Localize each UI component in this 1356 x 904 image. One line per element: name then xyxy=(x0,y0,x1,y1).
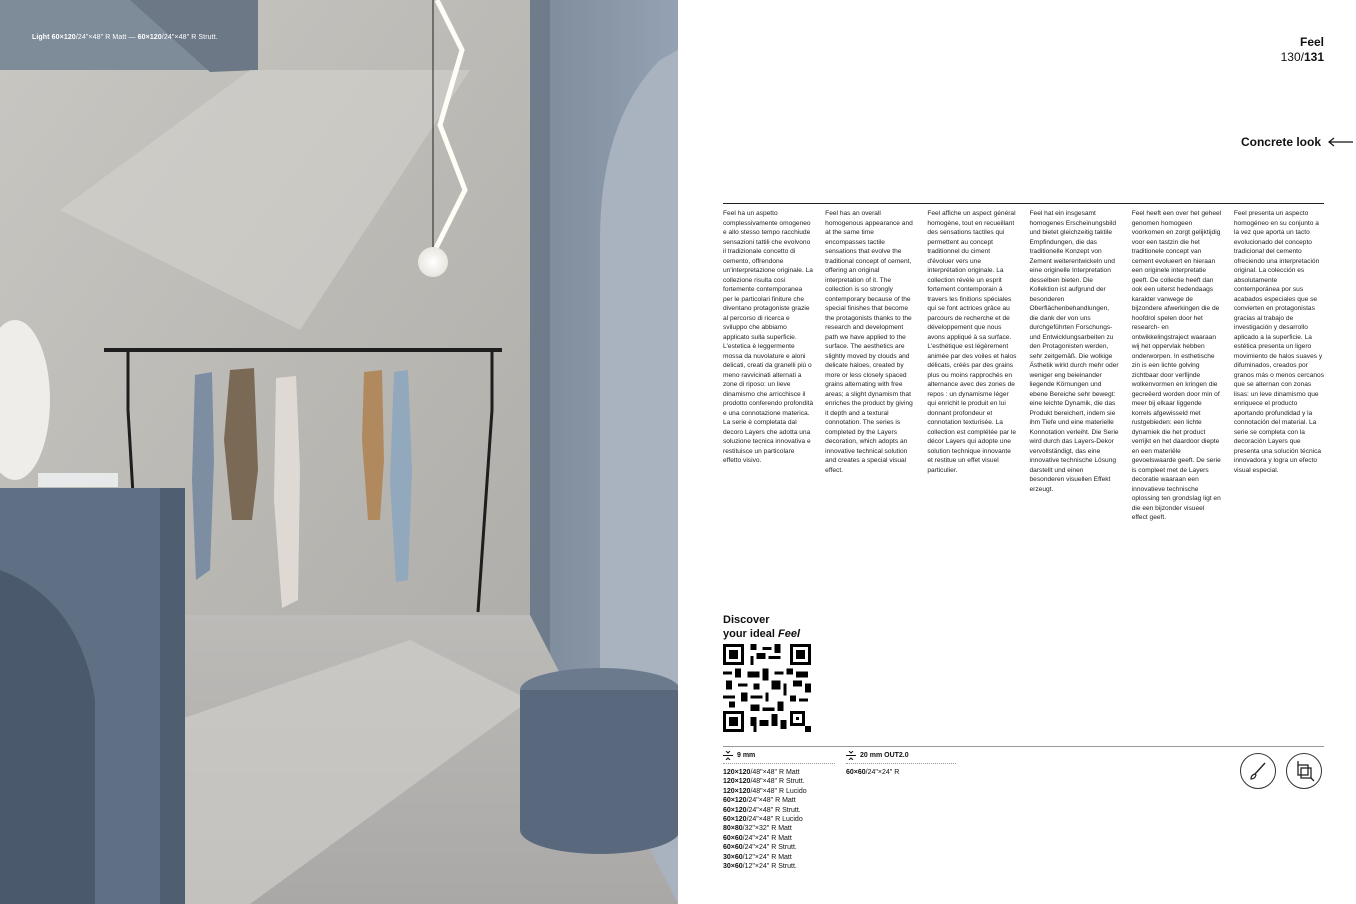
top-divider xyxy=(723,203,1324,204)
caption-finish-2: /24"×48" R Strutt. xyxy=(161,34,218,41)
photo-caption xyxy=(32,34,218,41)
caption-size-2: 60×120 xyxy=(137,34,162,41)
thickness-label: 20 mm OUT2.0 xyxy=(860,752,909,759)
size-row xyxy=(723,843,807,852)
size-row xyxy=(723,796,807,805)
size-row xyxy=(723,787,807,796)
discover-heading xyxy=(723,613,800,641)
description-it: Feel ha un aspetto complessivamente omogeneo e allo stesso tempo racchiude sensazioni tattili che evolvono il tradizionale concetto di cemento, offrendone un'interpretazione originale. La collezione risulta così fortemente contemporanea per le particolari finiture che diventano protagoniste grazie al percorso di ricerca e sviluppo che abbiamo applicato sulla superficie. L'estetica è leggermente mossa da nuvolature e aloni delicati, creati da granelli più o meno ravvicinati alternati a zone di riposo: un lieve dinamismo che arricchisce il prodotto conferendo profondità e una connotazione materica. La serie è completata dal decoro Layers che adotta una soluzione tecnica innovativa e restituisce un particolare effetto visivo. xyxy=(723,210,814,464)
text-page xyxy=(678,0,1356,904)
size-finish: /24"×48" R Lucido xyxy=(746,816,803,824)
size-dim: 120×120 xyxy=(723,778,751,786)
size-row xyxy=(846,768,899,777)
size-finish: /24"×24" R Strutt. xyxy=(742,844,797,852)
description-fr: Feel affiche un aspect général homogène, tout en recueillant des sensations tactiles qui permettent au concept traditionnel du ciment d'évoluer vers une interprétation originale. La collection révèle un esprit fortement contemporain à travers les finitions spéciales qui se font actrices grâce au parcours de recherche et de développement que nous avons appliqué à sa surface. L'esthétique est légèrement animée par des voiles et halos délicats, créés par des grains plus ou moins rapprochés en alternance avec des zones de repos : un dynamisme léger qui enrichit le produit en lui donnant profondeur et connotation texturisée. La collection est complétée par le décor Layers qui adopte une solution technique innovante et restitue un effet visuel particulier. xyxy=(927,210,1017,474)
thickness-9mm xyxy=(723,751,755,760)
size-dim: 60×60 xyxy=(723,834,743,842)
thickness-label: 9 mm xyxy=(737,752,756,759)
thickness-20mm xyxy=(846,751,909,760)
size-finish: /24"×48" R Matt xyxy=(746,797,796,805)
size-row xyxy=(723,777,807,786)
size-finish: /12"×24" R Strutt. xyxy=(742,863,797,871)
size-row xyxy=(723,806,807,815)
size-finish: /24"×24" R xyxy=(865,769,900,776)
thickness-underline xyxy=(723,763,835,765)
size-dim: 120×120 xyxy=(723,787,751,795)
description-es: Feel presenta un aspecto homogéneo en su conjunto a la vez que aporta un tacto evolucionado del concepto tradicional del cemento ofreciendo una interpretación original. La colección es absolutamente contemporánea por sus acabados especiales que se convierten en protagonistas gracias al trabajo de investigación y desarrollo aplicado a la superficie. La estética presenta un ligero movimiento de halos suaves y difuminados, creados por granos más o menos cercanos que se alternan con zonas lisas: un leve dinamismo que enriquece el producto aportando profundidad y la connotación del material. La serie se completa con la decoración Layers que presenta una solución técnica innovadora y logra un efecto visual especial. xyxy=(1233,210,1325,474)
size-dim: 60×120 xyxy=(723,806,747,814)
discover-line2 xyxy=(723,627,800,641)
size-list-20mm xyxy=(846,768,899,777)
size-dim: 60×60 xyxy=(846,769,866,776)
size-dim: 60×120 xyxy=(723,816,747,824)
size-finish: /48"×48" R Strutt. xyxy=(750,778,805,786)
concrete-look-link[interactable] xyxy=(1241,135,1353,149)
size-row xyxy=(723,862,807,871)
size-finish: /48"×48" R Lucido xyxy=(750,787,807,795)
size-row xyxy=(723,815,807,824)
size-dim: 30×60 xyxy=(723,863,743,871)
discover-line1: Discover xyxy=(723,614,770,626)
caption-size-1: Light 60×120 xyxy=(32,34,76,41)
size-finish: /32"×32" R Matt xyxy=(742,825,792,833)
size-finish: /24"×24" R Matt xyxy=(742,834,792,842)
description-en: Feel has an overall homogenous appearance and at the same time encompasses tactile sensations that evolve the traditional concept of cement, offering an original interpretation of it. The collection is so strongly contemporary because of the special finishes that become the protagonists thanks to the research and development path we have applied to the surface. The aesthetics are slightly moved by clouds and delicate haloes, created by more or less closely spaced grains alternating with free areas; a slight dynamism that enriches the product by giving it depth and a textural connotation. The series is completed by the Layers decoration, which adopts an innovative technical solution and creates a special visual effect. xyxy=(825,210,913,474)
discover-prefix: your ideal xyxy=(723,628,779,640)
caption-finish-1: /24"×48" R Matt — xyxy=(75,34,138,41)
bottom-divider xyxy=(723,746,1324,747)
size-row xyxy=(723,824,807,833)
page-current: 130/ xyxy=(1280,50,1304,64)
size-dim: 80×80 xyxy=(723,825,743,833)
collection-title: Feel xyxy=(1299,35,1324,49)
thickness-underline xyxy=(846,763,956,765)
size-list-9mm xyxy=(723,768,807,871)
brush-icon xyxy=(1240,753,1276,789)
qr-code-icon[interactable] xyxy=(723,644,811,732)
size-dim: 60×120 xyxy=(723,797,747,805)
description-columns xyxy=(723,209,1324,523)
size-finish: /24"×48" R Strutt. xyxy=(746,806,801,814)
description-de: Feel hat ein insgesamt homogenes Erscheinungsbild und bietet gleichzeitig taktile Empfindungen, die das traditionelle Konzept von Zement weiterentwickeln und eine originelle Interpretation desselben bieten. Die Kollektion ist aufgrund der besonderen Oberflächenbehandlungen, die dank der von uns durchgeführten Forschungs- und Entwicklungsarbeiten zu den Protagonisten werden, sehr zeitgemäß. Die wolkige Ästhetik wirkt durch mehr oder weniger eng beieinander liegende Körnungen und ebene Bereiche sehr bewegt: eine leichte Dynamik, die das Produkt bereichert, indem sie ihm Tiefe und eine materielle Konnotation verleiht. Die Serie wird durch das Layers-Dekor vervollständigt, das eine innovative technische Lösung darstellt und einen besonderen visuellen Effekt erzeugt. xyxy=(1029,210,1119,493)
size-dim: 30×60 xyxy=(723,853,743,861)
size-dim: 120×120 xyxy=(723,769,751,776)
size-row xyxy=(723,768,807,777)
page-next: 131 xyxy=(1303,50,1324,64)
size-finish: /48"×48" R Matt xyxy=(750,769,800,776)
description-nl: Feel heeft een over het geheel genomen homogeen voorkomen en zorgt gelijktijdig voor een tastzin die het traditionele concept van cement evolueert en hieraan een originele interpretatie geeft. De collectie heeft dan ook een uiterst hedendaags karakter vanwege de bijzondere afwerkingen die de hoofdrol spelen door het research- en ontwikkelingstraject waaraan wij het oppervlak hebben onderworpen. In esthetische zin is een lichte golving zichtbaar door verfijnde wolkenvormen en kringen die gecreëerd worden door min of meer bij elkaar liggende korrels afgewisseld met rustgebieden: een lichte dynamiek die het product verrijkt en het daardoor diepte en een materiële gevoelswaarde geeft. De serie is compleet met de Layers decoratie waaraan een innovatieve technische oplossing ten grondslag ligt en die een bijzonder visueel effect geeft. xyxy=(1131,210,1222,521)
page-number xyxy=(1281,50,1324,64)
section-link-label: Concrete look xyxy=(1240,135,1321,149)
thickness-icon xyxy=(723,751,733,760)
size-row xyxy=(723,834,807,843)
arrow-left-icon xyxy=(1327,137,1353,147)
discover-product: Feel xyxy=(778,628,801,640)
size-finish: /12"×24" R Matt xyxy=(742,853,792,861)
size-dim: 60×60 xyxy=(723,844,743,852)
size-row xyxy=(723,853,807,862)
crop-icon xyxy=(1286,753,1322,789)
thickness-icon xyxy=(846,751,856,760)
